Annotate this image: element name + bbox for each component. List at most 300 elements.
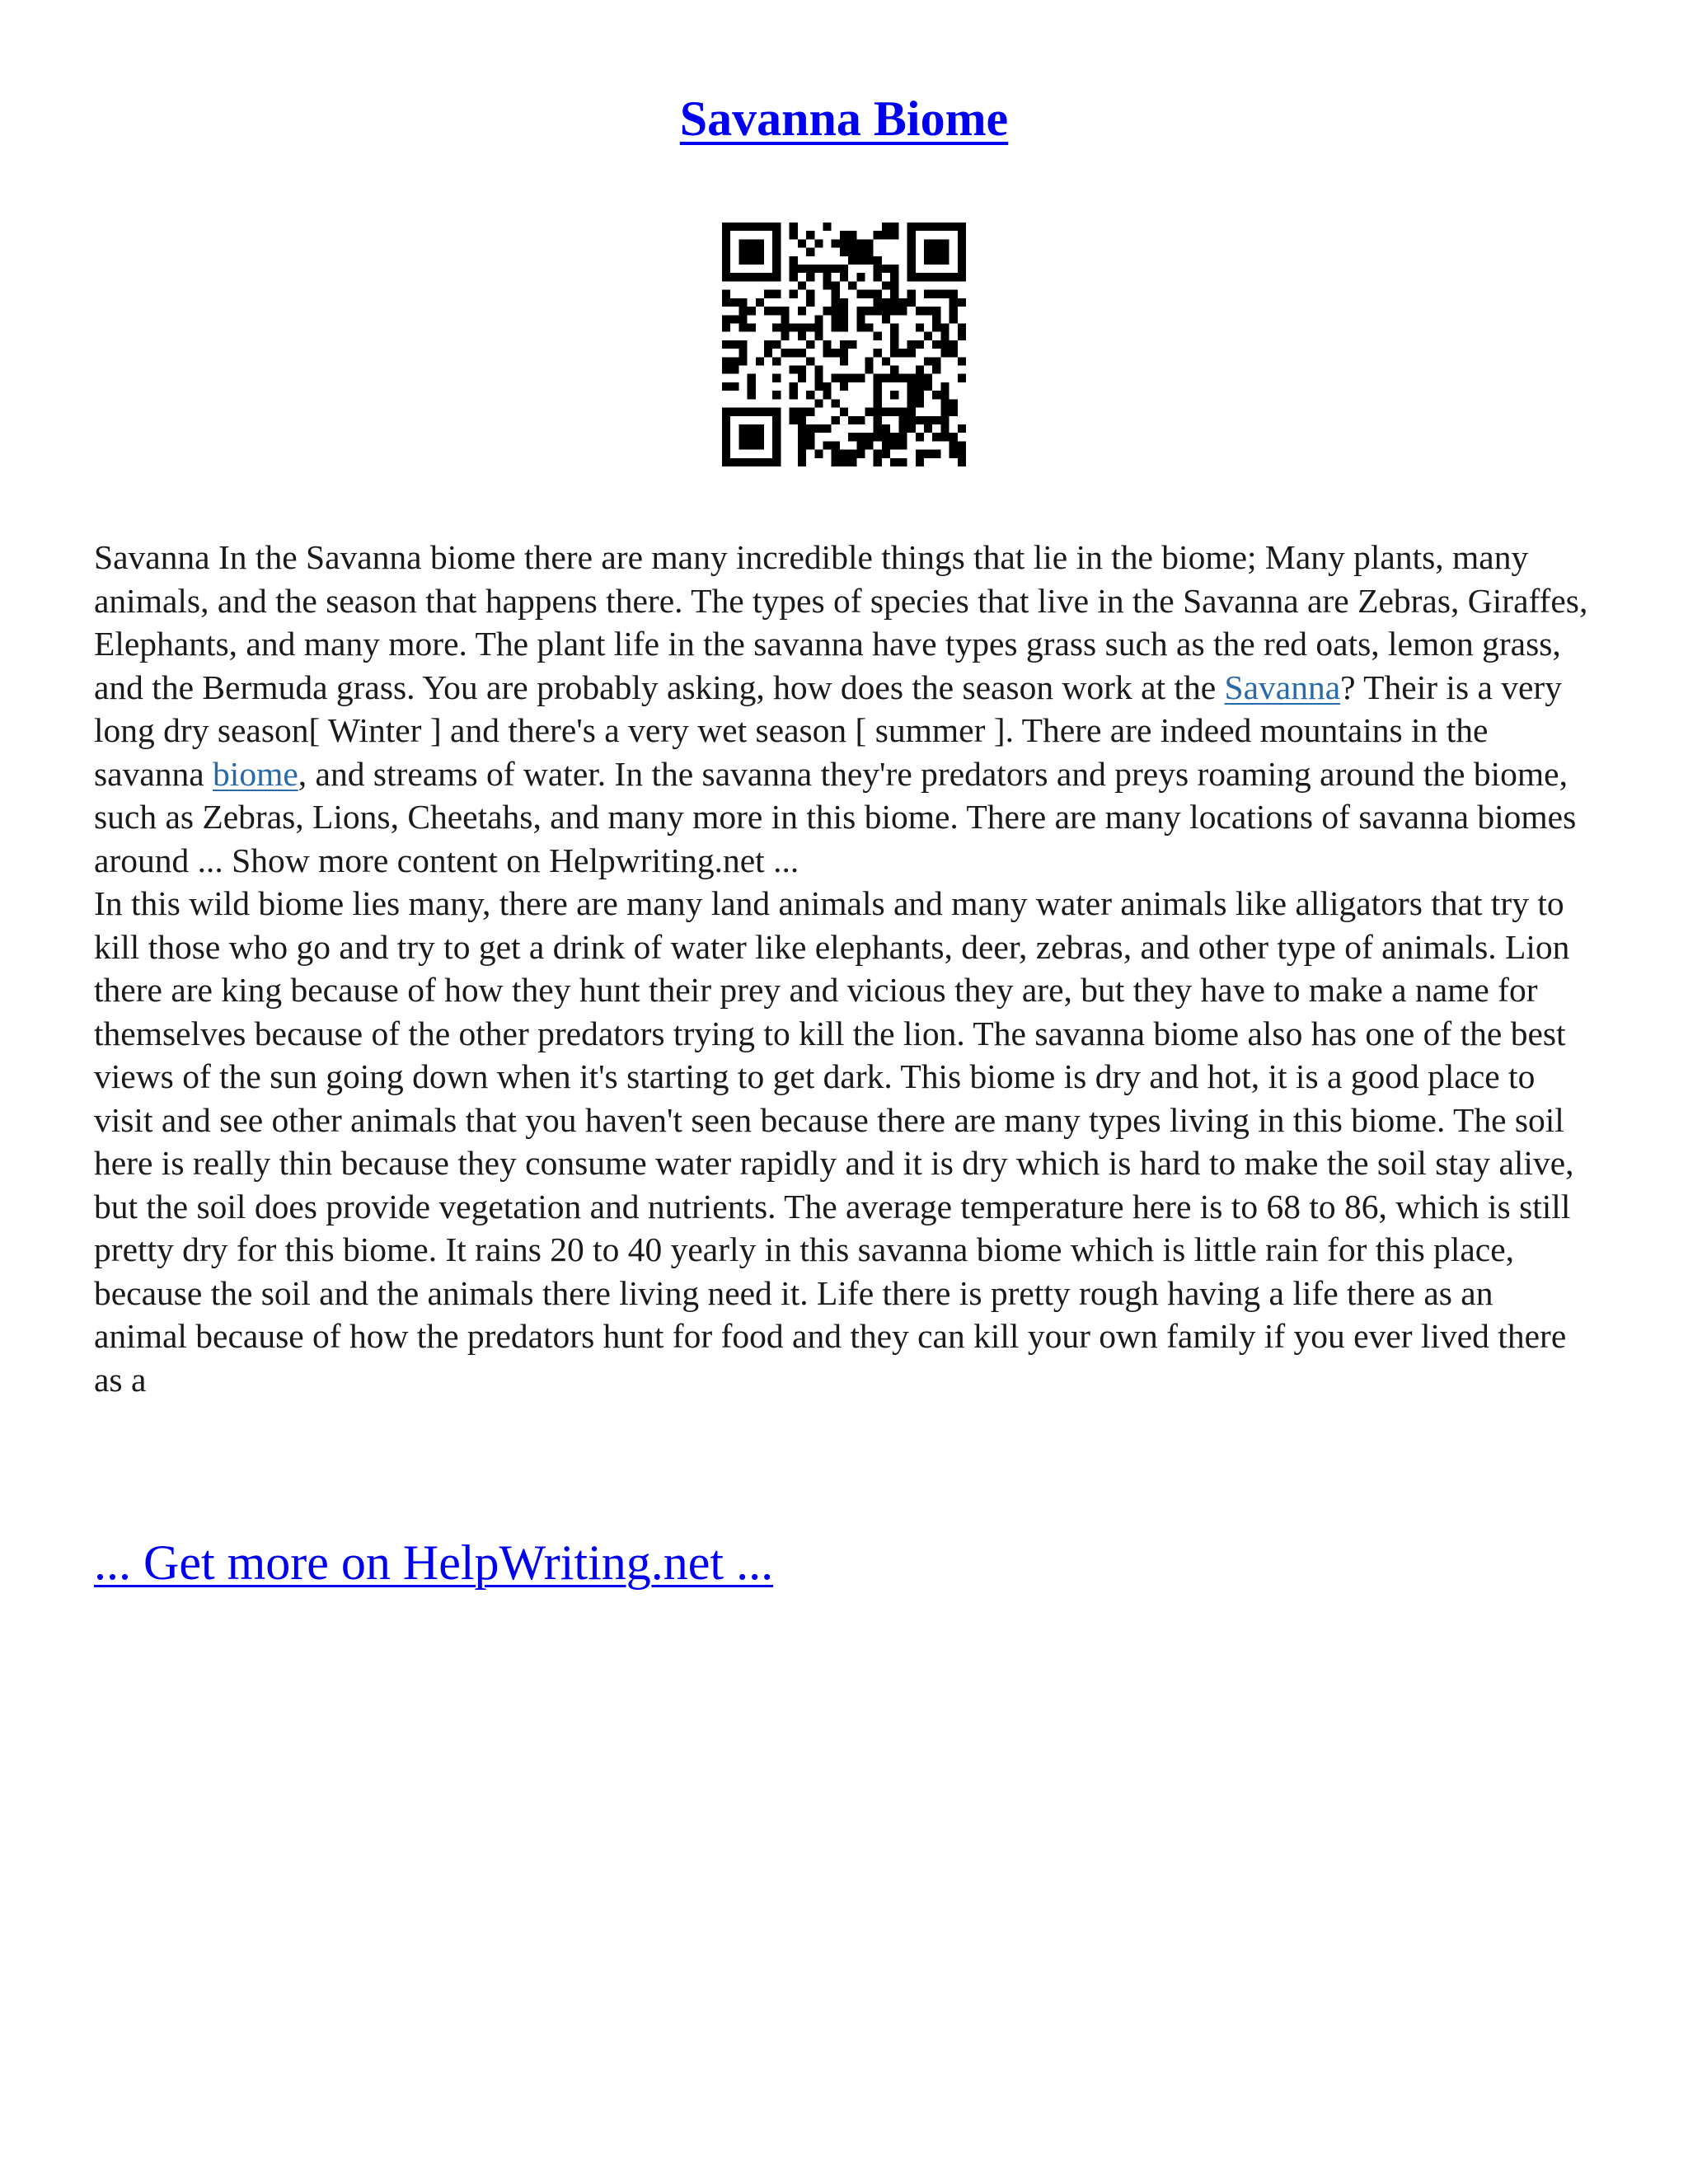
qr-module [916, 458, 924, 466]
qr-module [916, 450, 924, 458]
qr-module [856, 239, 865, 247]
qr-module [890, 323, 898, 331]
qr-module [940, 239, 949, 247]
qr-module [823, 307, 831, 315]
qr-module [832, 307, 840, 315]
qr-module [898, 374, 907, 382]
qr-module [772, 458, 781, 466]
qr-module [790, 290, 798, 298]
qr-module [848, 256, 856, 265]
qr-module [840, 239, 848, 247]
qr-module [907, 382, 916, 391]
qr-module [722, 450, 730, 458]
qr-module [722, 290, 730, 298]
qr-module [958, 223, 966, 231]
qr-module [730, 223, 738, 231]
qr-module [738, 239, 747, 247]
qr-module [907, 340, 916, 349]
qr-module [772, 290, 781, 298]
qr-module [798, 374, 806, 382]
article-body [94, 536, 1594, 1401]
qr-module [823, 349, 831, 357]
qr-module [730, 458, 738, 466]
qr-module [781, 315, 789, 323]
qr-module [806, 298, 814, 307]
qr-module [806, 424, 814, 433]
qr-module [823, 223, 831, 231]
qr-module [772, 265, 781, 273]
qr-module [848, 340, 856, 349]
qr-module [748, 273, 756, 281]
qr-module [890, 307, 898, 315]
qr-module [738, 323, 747, 331]
qr-module [781, 323, 789, 331]
qr-module [874, 273, 882, 281]
savanna-link[interactable]: Savanna [1224, 668, 1341, 706]
qr-module [890, 273, 898, 281]
qr-module [756, 239, 764, 247]
qr-module [958, 231, 966, 239]
qr-module [924, 424, 932, 433]
qr-module [932, 391, 940, 399]
qr-module [924, 307, 932, 315]
qr-module [738, 441, 747, 449]
qr-module [722, 248, 730, 256]
qr-module [924, 374, 932, 382]
qr-module [756, 357, 764, 365]
qr-module [856, 273, 865, 281]
title-container [0, 91, 1688, 148]
qr-module [806, 265, 814, 273]
qr-module [916, 382, 924, 391]
qr-module [772, 416, 781, 424]
qr-module [823, 382, 831, 391]
qr-module [907, 265, 916, 273]
qr-module [798, 424, 806, 433]
qr-module [772, 231, 781, 239]
qr-module [924, 450, 932, 458]
qr-module [781, 349, 789, 357]
qr-module [916, 273, 924, 281]
qr-module [806, 290, 814, 298]
qr-module [764, 273, 772, 281]
qr-module [748, 239, 756, 247]
qr-module [924, 256, 932, 265]
qr-module [848, 433, 856, 441]
get-more-link[interactable]: ... Get more on HelpWriting.net ... [94, 1535, 774, 1590]
qr-module [840, 349, 848, 357]
qr-module [730, 366, 738, 374]
qr-module [738, 433, 747, 441]
qr-module [865, 323, 874, 331]
qr-module [924, 382, 932, 391]
qr-module [907, 223, 916, 231]
page-title-link[interactable]: Savanna Biome [679, 91, 1009, 146]
qr-module [748, 223, 756, 231]
qr-module [756, 256, 764, 265]
qr-module [832, 349, 840, 357]
qr-module [748, 433, 756, 441]
qr-module [882, 231, 890, 239]
qr-module [772, 323, 781, 331]
qr-module [874, 391, 882, 399]
qr-module [730, 340, 738, 349]
qr-module [756, 408, 764, 416]
qr-module [958, 374, 966, 382]
qr-module [798, 366, 806, 374]
qr-module [898, 441, 907, 449]
qr-module [898, 458, 907, 466]
qr-module [764, 349, 772, 357]
qr-module [882, 223, 890, 231]
qr-module [865, 441, 874, 449]
qr-module [748, 408, 756, 416]
qr-module [940, 340, 949, 349]
qr-module [874, 307, 882, 315]
qr-module [932, 433, 940, 441]
qr-module [798, 433, 806, 441]
paragraph-1-text-b: ? Their is a very long dry season[ Winter ] and there's a very wet season [ summer ]. There are indeed mountains in the savanna [94, 668, 1563, 793]
qr-module [806, 433, 814, 441]
qr-module [748, 256, 756, 265]
qr-module [790, 273, 798, 281]
qr-module [907, 416, 916, 424]
qr-module [772, 256, 781, 265]
qr-module [882, 357, 890, 365]
qr-module [781, 332, 789, 340]
qr-module [756, 223, 764, 231]
qr-module [890, 458, 898, 466]
qr-module [950, 433, 958, 441]
qr-module [898, 307, 907, 315]
qr-module [722, 441, 730, 449]
qr-module [738, 223, 747, 231]
qr-module [756, 248, 764, 256]
qr-module [907, 374, 916, 382]
qr-module [932, 273, 940, 281]
qr-module [832, 298, 840, 307]
qr-module [890, 290, 898, 298]
qr-module [932, 315, 940, 323]
qr-module [790, 256, 798, 265]
qr-module [907, 239, 916, 247]
qr-module [932, 416, 940, 424]
qr-module [798, 349, 806, 357]
qr-module [907, 273, 916, 281]
qr-module [865, 408, 874, 416]
qr-module [950, 408, 958, 416]
qr-module [890, 223, 898, 231]
qr-module [848, 458, 856, 466]
qr-module [722, 416, 730, 424]
qr-module [890, 298, 898, 307]
qr-module [738, 307, 747, 315]
qr-module [916, 433, 924, 441]
qr-module [814, 424, 823, 433]
qr-module [950, 399, 958, 407]
qr-module [730, 408, 738, 416]
qr-module [950, 307, 958, 315]
qr-module [823, 281, 831, 289]
qr-module [722, 265, 730, 273]
qr-module [823, 265, 831, 273]
qr-module [798, 265, 806, 273]
qr-module [882, 441, 890, 449]
qr-module [874, 256, 882, 265]
qr-module [764, 307, 772, 315]
qr-module [722, 223, 730, 231]
qr-module [940, 290, 949, 298]
qr-module [932, 340, 940, 349]
qr-module [840, 374, 848, 382]
qr-module [790, 382, 798, 391]
qr-module [882, 433, 890, 441]
qr-module [738, 248, 747, 256]
qr-module [764, 223, 772, 231]
qr-module [840, 307, 848, 315]
qr-module [890, 441, 898, 449]
qr-module [940, 433, 949, 441]
qr-module [890, 374, 898, 382]
qr-module [932, 323, 940, 331]
qr-module [940, 382, 949, 391]
qr-module [772, 374, 781, 382]
qr-module [907, 290, 916, 298]
qr-module [848, 450, 856, 458]
qr-module [940, 332, 949, 340]
qr-module [832, 265, 840, 273]
qr-module [916, 340, 924, 349]
qr-module [865, 366, 874, 374]
qr-module [722, 408, 730, 416]
qr-module [722, 433, 730, 441]
qr-module [848, 239, 856, 247]
qr-module [882, 424, 890, 433]
qr-module [958, 265, 966, 273]
qr-module [748, 248, 756, 256]
qr-module [932, 290, 940, 298]
qr-module [772, 391, 781, 399]
qr-module [756, 273, 764, 281]
qr-module [848, 374, 856, 382]
qr-module [722, 424, 730, 433]
qr-module [907, 349, 916, 357]
qr-module [772, 408, 781, 416]
qr-module [722, 315, 730, 323]
qr-module [940, 408, 949, 416]
qr-module [840, 248, 848, 256]
qr-module [756, 433, 764, 441]
qr-module [772, 433, 781, 441]
qr-module [748, 391, 756, 399]
qr-module [814, 450, 823, 458]
qr-module [790, 408, 798, 416]
qr-module [823, 273, 831, 281]
qr-module [856, 323, 865, 331]
qr-module [823, 340, 831, 349]
qr-module [950, 290, 958, 298]
qr-module [772, 248, 781, 256]
qr-module [865, 357, 874, 365]
qr-module [772, 357, 781, 365]
qr-module [874, 450, 882, 458]
qr-module [958, 332, 966, 340]
qr-module [772, 223, 781, 231]
qr-module [738, 298, 747, 307]
qr-module [882, 298, 890, 307]
qr-module [814, 315, 823, 323]
qr-module [874, 374, 882, 382]
qr-module [798, 450, 806, 458]
qr-module [764, 408, 772, 416]
qr-module [790, 366, 798, 374]
qr-module [772, 239, 781, 247]
qr-module [806, 408, 814, 416]
qr-module [874, 231, 882, 239]
qr-module [848, 231, 856, 239]
qr-module [738, 315, 747, 323]
qr-module [814, 399, 823, 407]
qr-module [756, 441, 764, 449]
qr-module [832, 399, 840, 407]
qr-module [814, 265, 823, 273]
qr-module [823, 424, 831, 433]
qr-module [890, 391, 898, 399]
qr-module [916, 366, 924, 374]
qr-module [865, 239, 874, 247]
qr-module [882, 265, 890, 273]
qr-module [856, 416, 865, 424]
qr-module [848, 416, 856, 424]
qr-module [924, 357, 932, 365]
qr-module [832, 323, 840, 331]
qr-module [764, 340, 772, 349]
biome-link[interactable]: biome [213, 754, 298, 793]
qr-module [756, 424, 764, 433]
qr-module [840, 315, 848, 323]
qr-module [738, 340, 747, 349]
qr-module [772, 340, 781, 349]
qr-module [748, 382, 756, 391]
qr-module [958, 273, 966, 281]
qr-module [806, 248, 814, 256]
qr-module [832, 458, 840, 466]
qr-module [940, 424, 949, 433]
qr-module [730, 315, 738, 323]
qr-module [882, 281, 890, 289]
qr-module [738, 273, 747, 281]
qr-module [924, 239, 932, 247]
qr-module [874, 424, 882, 433]
qr-module [772, 307, 781, 315]
qr-module [924, 248, 932, 256]
qr-module [856, 290, 865, 298]
qr-module [882, 450, 890, 458]
qr-module [814, 366, 823, 374]
paragraph-1-text-c: , and streams of water. In the savanna they're predators and preys roaming around the biome, such as Zebras, Lions, Cheetahs, and many more in this biome. There are many locations of savanna biomes around ... Show more content on Helpwriting.net ... [94, 754, 1577, 879]
qr-module [748, 458, 756, 466]
qr-module [958, 357, 966, 365]
qr-module [730, 357, 738, 365]
qr-module [722, 256, 730, 265]
qr-module [738, 357, 747, 365]
qr-module [940, 349, 949, 357]
qr-module [916, 391, 924, 399]
qr-module [958, 323, 966, 331]
qr-module [748, 307, 756, 315]
qr-module [722, 382, 730, 391]
qr-module [840, 298, 848, 307]
qr-module [790, 391, 798, 399]
qr-module [898, 416, 907, 424]
qr-module [874, 290, 882, 298]
qr-module [781, 307, 789, 315]
qr-module [840, 408, 848, 416]
qr-module [856, 307, 865, 315]
qr-module [856, 248, 865, 256]
qr-module [798, 458, 806, 466]
qr-code-icon [722, 223, 966, 466]
qr-module [907, 391, 916, 399]
qr-module [940, 416, 949, 424]
qr-module [764, 290, 772, 298]
qr-module [890, 340, 898, 349]
qr-module [823, 441, 831, 449]
qr-module [874, 433, 882, 441]
qr-module [832, 441, 840, 449]
qr-module [823, 391, 831, 399]
qr-module [950, 315, 958, 323]
qr-module [798, 323, 806, 331]
qr-module [950, 441, 958, 449]
qr-module [814, 332, 823, 340]
qr-module [907, 408, 916, 416]
qr-module [832, 416, 840, 424]
qr-module [882, 307, 890, 315]
qr-module [874, 265, 882, 273]
qr-module [772, 424, 781, 433]
qr-module [958, 458, 966, 466]
qr-module [798, 408, 806, 416]
qr-module [890, 281, 898, 289]
qr-module [932, 450, 940, 458]
qr-module [916, 323, 924, 331]
qr-module [798, 307, 806, 315]
qr-module [772, 273, 781, 281]
qr-module [806, 441, 814, 449]
qr-module [898, 298, 907, 307]
qr-module [950, 340, 958, 349]
qr-module [840, 458, 848, 466]
qr-module [907, 399, 916, 407]
qr-module [950, 450, 958, 458]
qr-module [856, 256, 865, 265]
qr-module [790, 349, 798, 357]
qr-module [874, 298, 882, 307]
qr-module [932, 248, 940, 256]
qr-module [916, 307, 924, 315]
qr-module [924, 223, 932, 231]
qr-module [856, 450, 865, 458]
qr-module [772, 450, 781, 458]
qr-module [806, 323, 814, 331]
qr-module [814, 382, 823, 391]
qr-module [722, 231, 730, 239]
qr-module [865, 248, 874, 256]
qr-module [832, 281, 840, 289]
qr-module [840, 231, 848, 239]
qr-module [907, 248, 916, 256]
